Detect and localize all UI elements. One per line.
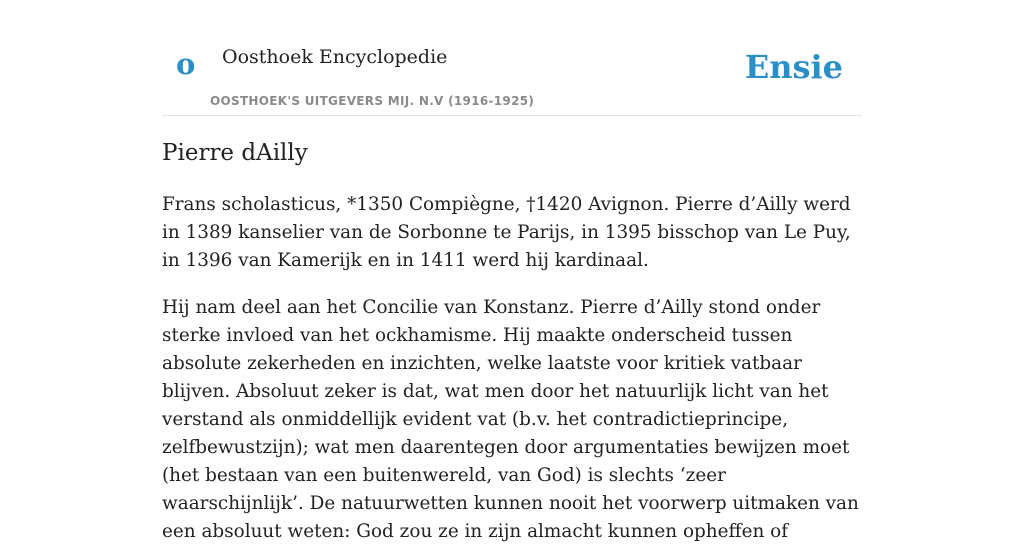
article [162,139,862,546]
header [162,0,862,116]
source-title[interactable]: Oosthoek Encyclopedie [222,46,448,68]
article-paragraph: Frans scholasticus, *1350 Compiègne, †1420 Avignon. Pierre d’Ailly werd in 1389 kanselier van de Sorbonne te Parijs, in 1395 bisschop van Le Puy, in 1396 van Kamerijk en in 1411 werd hij kardinaal. [162,193,851,271]
article-title: Pierre dAilly [162,140,308,166]
source-logo[interactable]: o [176,47,196,81]
article-paragraph: Hij nam deel aan het Concilie van Konstanz. Pierre d’Ailly stond onder sterke invloed van het ockhamisme. Hij maakte onderscheid tussen absolute zekerheden en inzichten, welke laatste voor kritiek vatbaar blijven. Absoluut zeker is dat, wat men door het natuurlijk licht van het verstand als onmiddellijk evident vat (b.v. het contradictieprincipe, zelfbewustzijn); wat men daarentegen door argumentaties bewijzen moet (het bestaan van een buitenwereld, van God) is slechts ‘zeer waarschijnlijk’. De natuurwetten kunnen nooit het voorwerp uitmaken van een absoluut weten: God zou ze in zijn almacht kunnen opheffen of [162,296,859,542]
page [162,0,862,546]
ensie-logo-link[interactable]: Ensie [744,48,843,86]
publisher-label: OOSTHOEK'S UITGEVERS MIJ. N.V (1916-1925) [210,94,535,108]
